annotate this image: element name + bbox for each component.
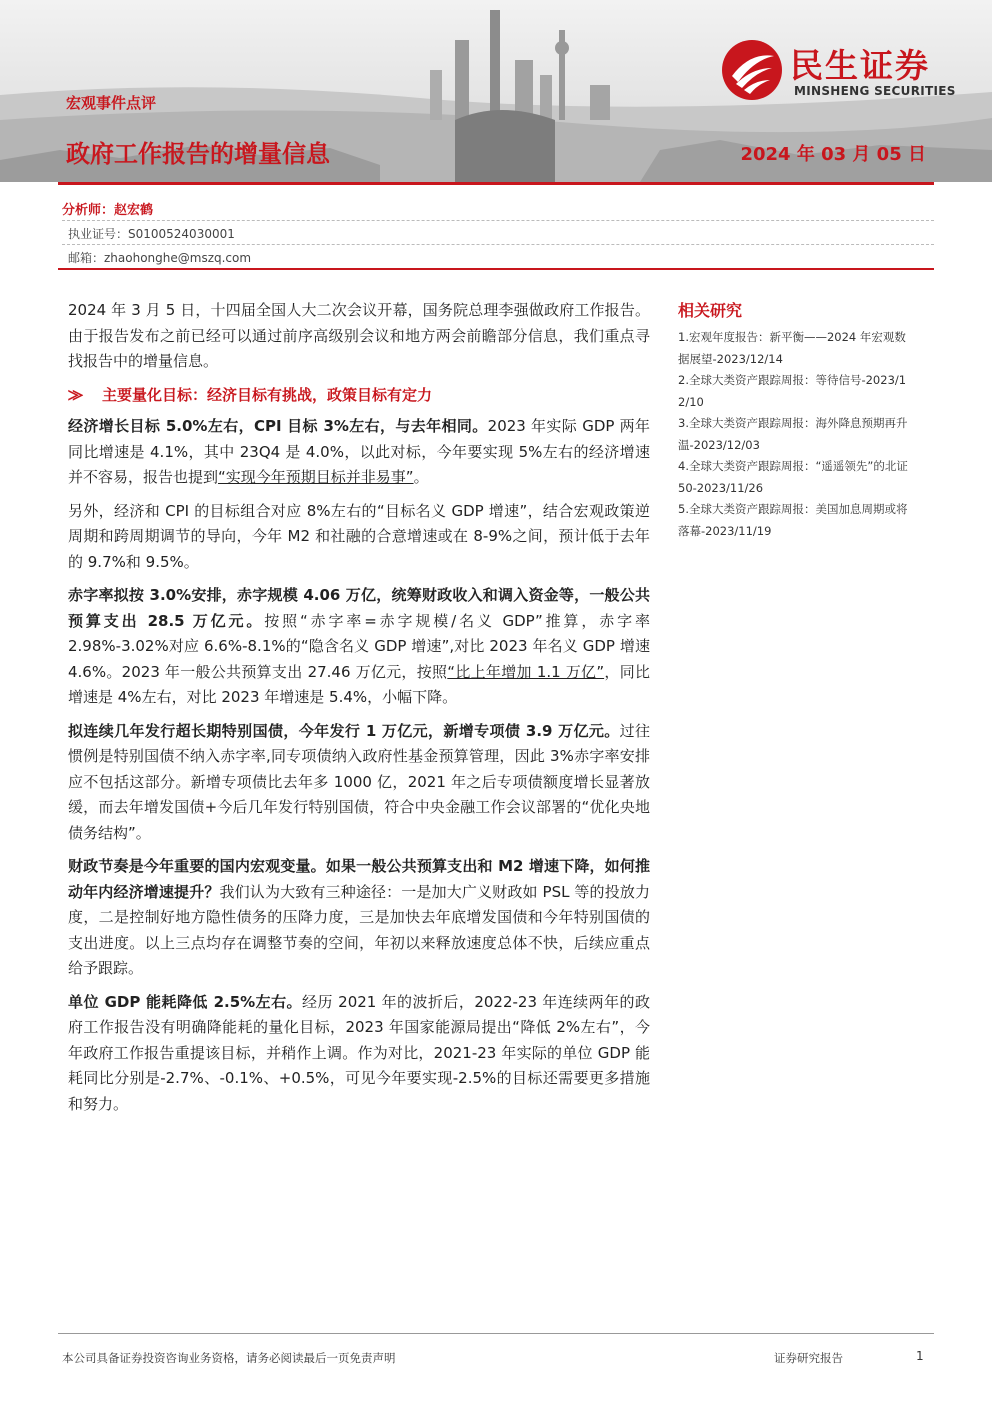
- item-line: 4.全球大类资产跟踪周报：“遥遥领先”的北证: [678, 459, 908, 473]
- paragraph-nominal-gdp: 另外，经济和 CPI 的目标组合对应 8%左右的“目标名义 GDP 增速”，结合宏观政策逆周期和跨周期调节的导向，今年 M2 和社融的合意增速或在 8-9%之间，预计低于去年的 9.7%和 9.5%。: [68, 501, 650, 571]
- related-research-item[interactable]: [678, 456, 934, 499]
- related-research-item[interactable]: [678, 413, 934, 456]
- logo-chinese-text: 民生证券: [790, 46, 930, 85]
- quoted-text: “比上年增加 1.1 万亿”: [447, 662, 605, 681]
- paragraph-growth-target: [68, 414, 650, 491]
- bold-lead: 赤字率拟按 3.0%安排，赤字规模 4.06 万亿，统筹财政收入和调入资金等，一般公共预算支出 28.5 万亿元。: [68, 586, 650, 630]
- item-line: 落幕-2023/11/19: [678, 523, 772, 538]
- minsheng-logo: [720, 38, 960, 102]
- section-heading-text: 主要量化目标：经济目标有挑战，政策目标有定力: [102, 385, 433, 404]
- logo-emblem-icon: [720, 38, 784, 102]
- header-banner: [0, 0, 992, 182]
- paragraph-end: ，同比增速是 4%左右，对比 2023 年增速是 5.4%，小幅下降。: [68, 662, 650, 706]
- item-line: 温-2023/12/03: [678, 437, 760, 452]
- logo-english-text: MINSHENG SECURITIES: [794, 84, 956, 98]
- paragraph-text: 按照“赤字率=赤字规模/名义 GDP”推算，赤字率 2.98%-3.02%对应 6.6%-8.1%的“隐含名义 GDP 增速”,对比 2023 年名义 GDP 增速 4.6%。2023 年一般公共预算支出 27.46 万亿元，按照: [68, 611, 650, 681]
- bold-lead: 经济增长目标 5.0%左右，CPI 目标 3%左右，与去年相同。: [68, 417, 488, 435]
- footer-report-type: 证券研究报告: [774, 1351, 843, 1365]
- paragraph-text: 经历 2021 年的波折后，2022-23 年连续两年的政府工作报告没有明确降能耗的量化目标，2023 年国家能源局提出“降低 2%左右”，今年政府工作报告重提该目标，并稍作上调。作为对比，2021-23 年实际的单位 GDP 能耗同比分别是-2.7%、-0.1%、+0.5%，可见今年要实现-2.5%的目标还需要更多措施和努力。: [68, 992, 650, 1113]
- bold-lead: 财政节奏是今年重要的国内宏观变量。如果一般公共预算支出和 M2 增速下降，如何推动年内经济增速提升？: [68, 857, 650, 901]
- footer-disclaimer: 本公司具备证券投资咨询业务资格，请务必阅读最后一页免责声明: [62, 1351, 396, 1365]
- report-series-label: 宏观事件点评: [66, 94, 157, 112]
- paragraph-end: 。: [413, 468, 429, 486]
- main-body: [68, 298, 650, 1125]
- paragraph-text: 我们认为大致有三种途径：一是加大广义财政如 PSL 等的投放力度，二是控制好地方隐性债务的压降力度，三是加快去年底增发国债和今年特别国债的支出进度。以上三点均存在调整节奏的空间，年初以来释放速度总体不快，后续应重点给予跟踪。: [68, 882, 650, 977]
- quoted-text: “实现今年预期目标并非易事”: [218, 468, 414, 486]
- analyst-email: 邮箱：zhaohonghe@mszq.com: [68, 251, 252, 265]
- related-research-item[interactable]: [678, 499, 934, 542]
- related-research-item[interactable]: [678, 370, 934, 413]
- report-title: 政府工作报告的增量信息: [66, 140, 330, 168]
- analyst-license: 执业证号：S0100524030001: [68, 227, 235, 241]
- intro-paragraph: 2024 年 3 月 5 日，十四届全国人大二次会议开幕，国务院总理李强做政府工作报告。由于报告发布之前已经可以通过前序高级别会议和地方两会前瞻部分信息，我们重点寻找报告中的增量信息。: [68, 301, 650, 370]
- divider: [62, 244, 934, 245]
- page-number: 1: [916, 1349, 924, 1363]
- item-line: 2/10: [678, 394, 704, 409]
- paragraph-energy: [68, 990, 650, 1118]
- related-research-item[interactable]: [678, 327, 934, 370]
- chevron-right-icon: ⨠: [68, 387, 84, 403]
- bold-lead: 拟连续几年发行超长期特别国债，今年发行 1 万亿元，新增专项债 3.9 万亿元。: [68, 721, 620, 740]
- paragraph-special-bonds: [68, 719, 650, 847]
- analyst-divider: [58, 268, 934, 270]
- related-research-sidebar: [678, 298, 934, 542]
- report-date: 2024 年 03 月 05 日: [740, 144, 926, 165]
- header-divider: [58, 182, 934, 185]
- footer-divider: [58, 1333, 934, 1334]
- item-line: 5.全球大类资产跟踪周报：美国加息周期或将: [678, 502, 908, 516]
- item-line: 50-2023/11/26: [678, 480, 764, 495]
- paragraph-text: 2023 年实际 GDP 两年同比增速是 4.1%，其中 23Q4 是 4.0%，以此对标，今年要实现 5%左右的经济增速并不容易，报告也提到: [68, 417, 650, 486]
- paragraph-deficit: [68, 583, 650, 711]
- divider: [62, 220, 934, 221]
- analyst-name: 分析师：赵宏鹤: [62, 203, 154, 218]
- bold-lead: 单位 GDP 能耗降低 2.5%左右。: [68, 992, 303, 1011]
- paragraph-text: 过往惯例是特别国债不纳入赤字率,同专项债纳入政府性基金预算管理，因此 3%赤字率安排应不包括这部分。新增专项债比去年多 1000 亿，2021 年之后专项债额度增长显著放缓，而去年增发国债+今后几年发行特别国债，符合中央金融工作会议部署的“优化央地债务结构”。: [68, 721, 650, 842]
- item-line: 3.全球大类资产跟踪周报：海外降息预期再升: [678, 416, 908, 430]
- section-heading: [68, 383, 650, 409]
- paragraph-fiscal-rhythm: [68, 854, 650, 982]
- item-line: 据展望-2023/12/14: [678, 351, 783, 366]
- item-line: 1.宏观年度报告：新平衡——2024 年宏观数: [678, 330, 906, 344]
- sidebar-title: 相关研究: [678, 301, 743, 320]
- item-line: 2.全球大类资产跟踪周报：等待信号-2023/1: [678, 373, 907, 387]
